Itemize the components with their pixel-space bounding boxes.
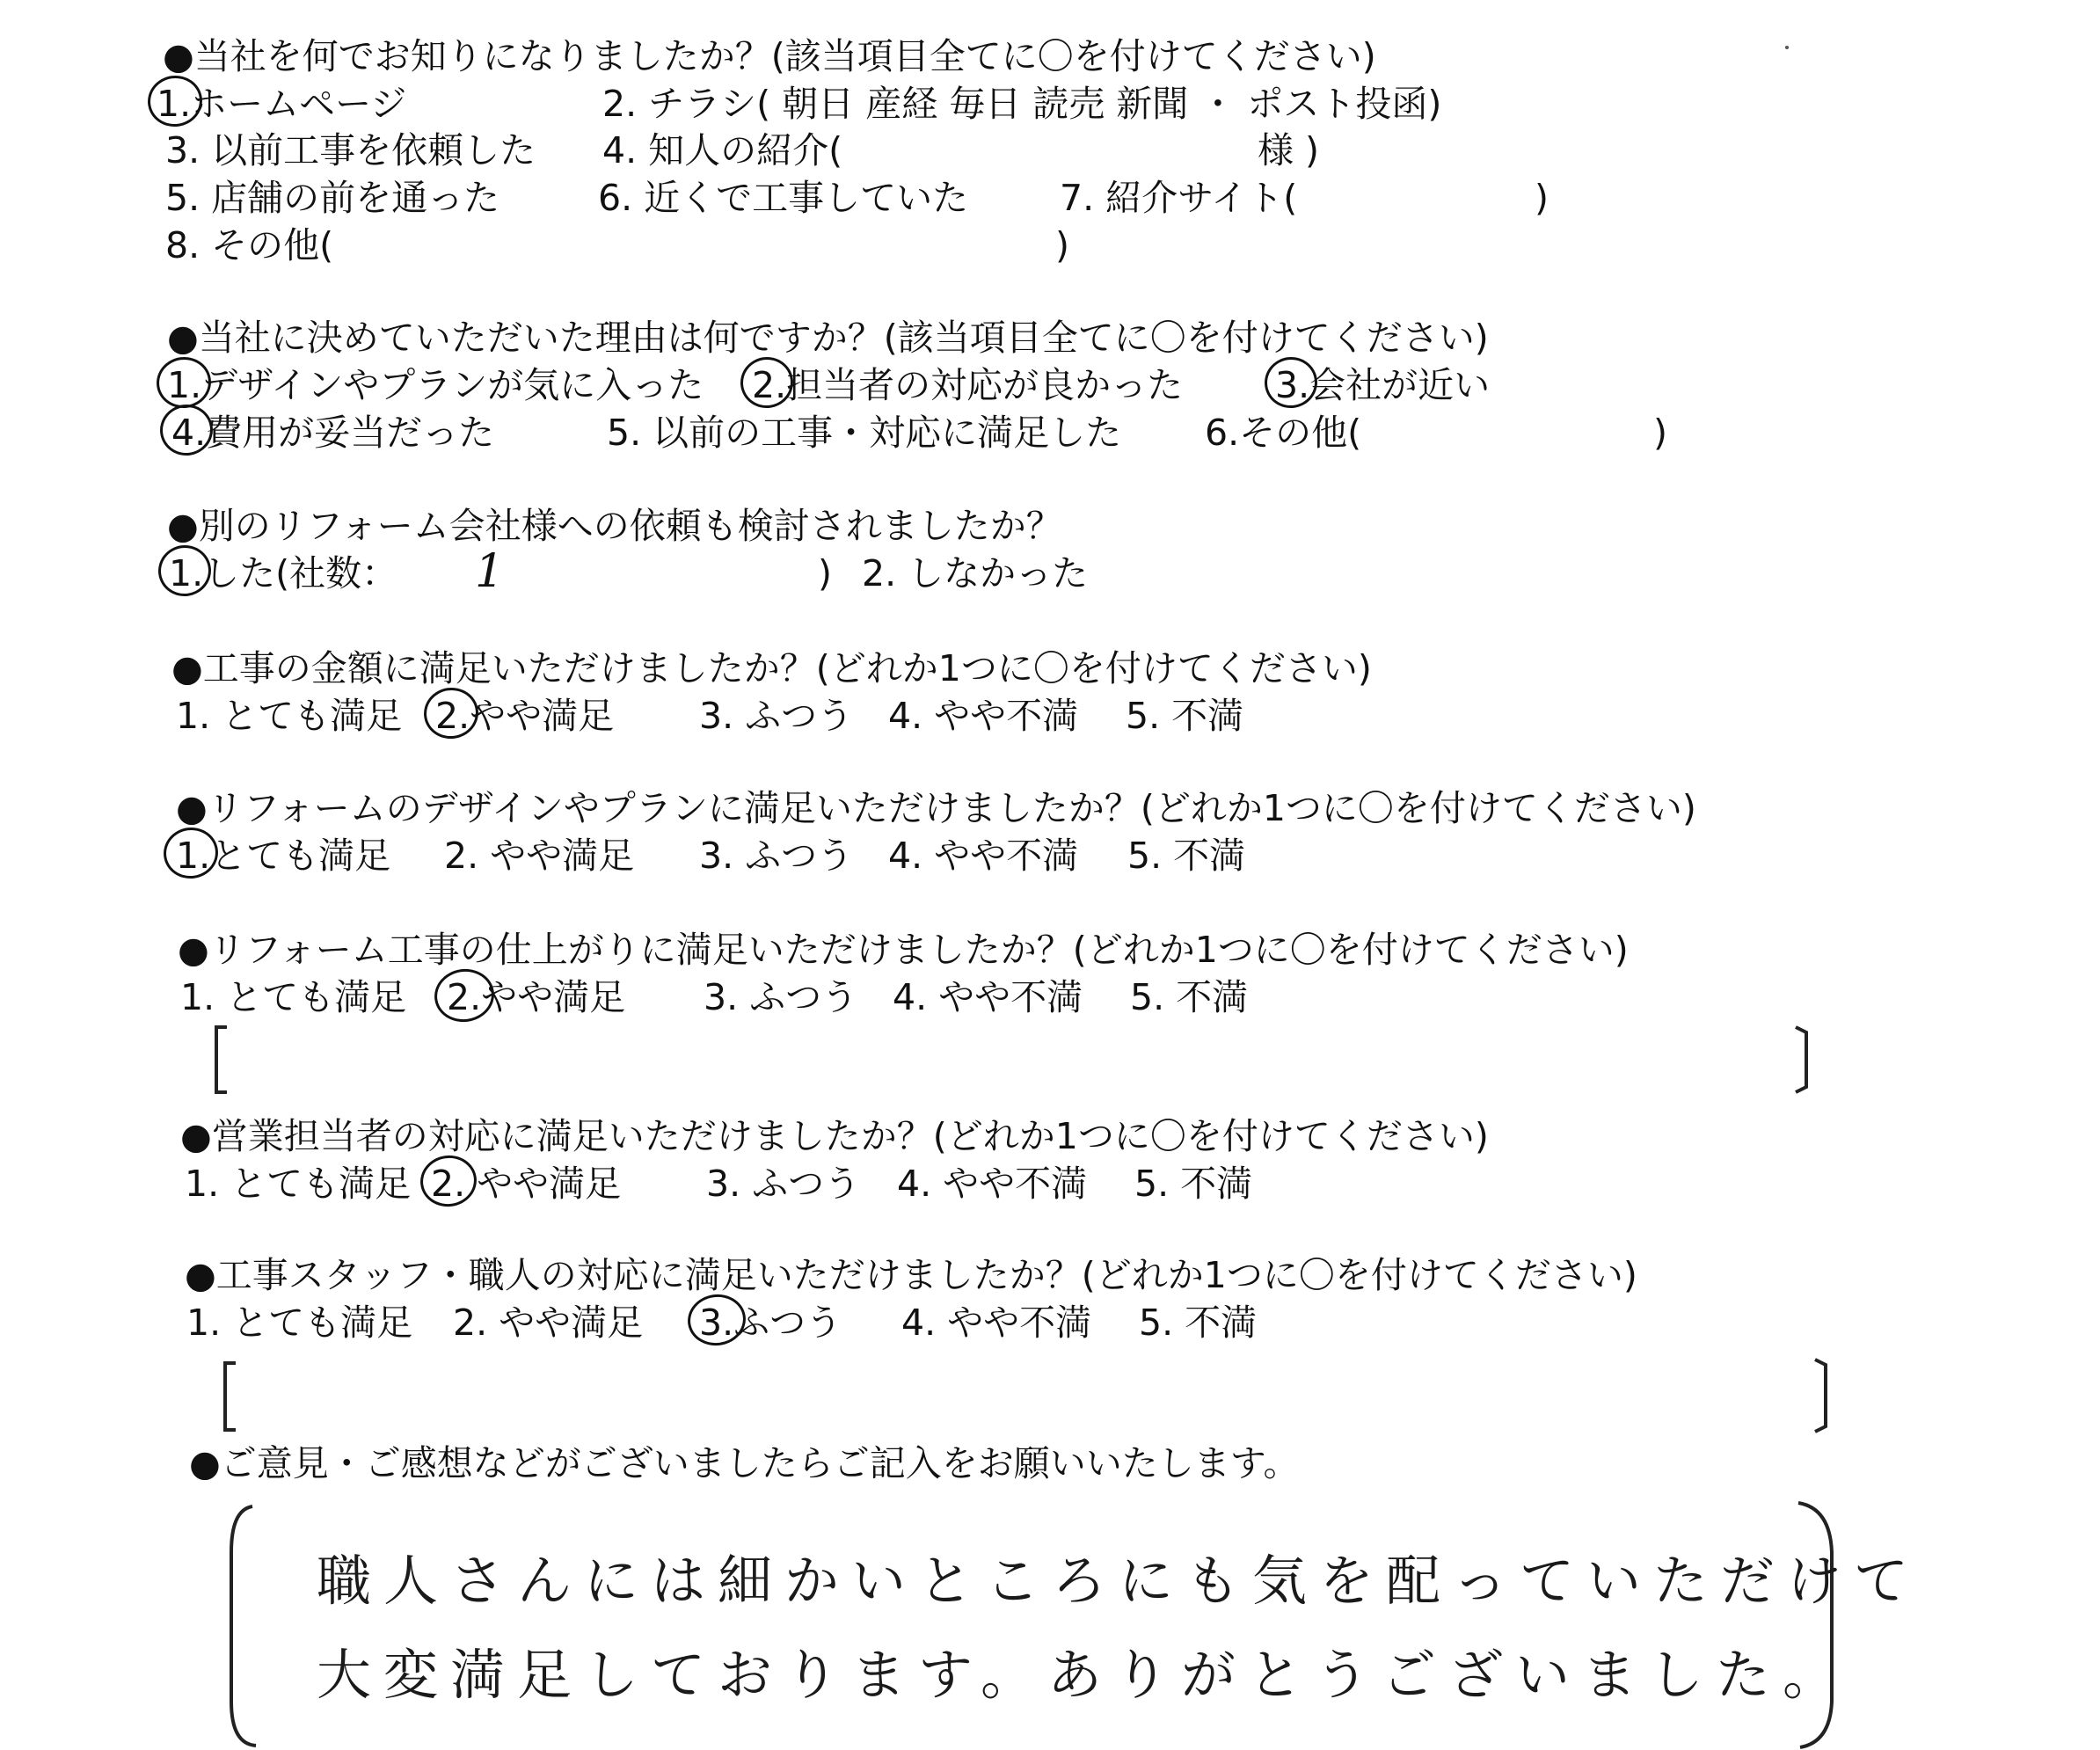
q8-opt-1: 1. とても満足 xyxy=(186,1302,413,1344)
q1-opt-8: 8. その他( xyxy=(165,224,334,266)
q8-opt-3: 3.ふつう xyxy=(699,1302,842,1344)
q5-opt-4: 4. やや不満 xyxy=(888,835,1079,877)
q1-opt-7-close: ) xyxy=(1535,177,1549,219)
q3-opt-2: 2. しなかった xyxy=(862,552,1089,594)
q4-opt-1: 1. とても満足 xyxy=(176,695,403,737)
q1-opt-1: 1.ホームページ xyxy=(157,83,407,125)
q8-opt-5: 5. 不満 xyxy=(1139,1302,1258,1344)
q1-opt-4: 4. 知人の紹介( xyxy=(602,129,843,171)
comment-bracket xyxy=(216,1354,1834,1438)
q3-opt-1: 1.した(社数： xyxy=(169,552,398,594)
q7-opt-5: 5. 不満 xyxy=(1134,1163,1253,1205)
q6-opt-2: 2.やや満足 xyxy=(447,976,626,1018)
q5-opt-2: 2. やや満足 xyxy=(444,835,635,877)
q2-opt-6-close: ) xyxy=(1653,412,1667,454)
q6-opt-3: 3. ふつう xyxy=(704,976,858,1018)
q1-opt-7: 7. 紹介サイト( xyxy=(1060,177,1298,219)
q6-opt-5: 5. 不満 xyxy=(1130,976,1249,1018)
q2-opt-3: 3.会社が近い xyxy=(1275,364,1491,406)
q2-opt-5: 5. 以前の工事・対応に満足した xyxy=(607,412,1122,454)
q8-opt-4: 4. やや不満 xyxy=(901,1302,1092,1344)
q7-opt-3: 3. ふつう xyxy=(706,1163,861,1205)
q2-opt-4: 4.費用が妥当だった xyxy=(171,412,495,454)
q4-opt-4: 4. やや不満 xyxy=(888,695,1079,737)
q6-opt-4: 4. やや不満 xyxy=(893,976,1083,1018)
q8-opt-2: 2. やや満足 xyxy=(453,1302,644,1344)
q5-opt-5: 5. 不満 xyxy=(1127,835,1246,877)
q4-title: ●工事の金額に満足いただけましたか？(どれか1つに〇を付けてください) xyxy=(171,647,1372,689)
q4-opt-2: 2.やや満足 xyxy=(435,695,615,737)
scan-speck xyxy=(1785,46,1789,49)
q1-opt-5: 5. 店舗の前を通った xyxy=(165,177,500,219)
q2-title: ●当社に決めていただいた理由は何ですか？(該当項目全てに〇を付けてください) xyxy=(167,317,1489,359)
q7-opt-4: 4. やや不満 xyxy=(897,1163,1088,1205)
q2-opt-6: 6.その他( xyxy=(1205,412,1362,454)
q2-opt-1: 1.デザインやプランが気に入った xyxy=(167,364,704,406)
q1-title: ●当社を何でお知りになりましたか？(該当項目全てに〇を付けてください) xyxy=(163,35,1376,77)
q9-title: ●ご意見・ご感想などがございましたらご記入をお願いいたします。 xyxy=(189,1442,1300,1484)
comment-bracket xyxy=(208,1020,1817,1099)
company-count-handwritten: 1 xyxy=(475,545,505,598)
q5-title: ●リフォームのデザインやプランに満足いただけましたか？(どれか1つに〇を付けてください) xyxy=(176,787,1696,829)
q1-opt-2: 2. チラシ( 朝日 産経 毎日 読売 新聞 ・ ポスト投函) xyxy=(602,83,1442,125)
comment-line-1: 職人さんには細かいところにも気を配っていただけて xyxy=(317,1549,1921,1613)
q6-title: ●リフォーム工事の仕上がりに満足いただけましたか？(どれか1つに〇を付けてください) xyxy=(178,929,1629,971)
q8-title: ●工事スタッフ・職人の対応に満足いただけましたか？(どれか1つに〇を付けてください) xyxy=(185,1254,1637,1296)
q6-opt-1: 1. とても満足 xyxy=(180,976,407,1018)
q3-title: ●別のリフォーム会社様への依頼も検討されましたか？ xyxy=(167,505,1062,547)
q7-opt-1: 1. とても満足 xyxy=(185,1163,412,1205)
q3-opt-1-close: ) xyxy=(818,552,832,594)
q1-opt-4-suffix: 様 ) xyxy=(1258,129,1320,171)
comment-line-2: 大変満足しております。ありがとうございました。 xyxy=(317,1643,1850,1707)
q1-opt-3: 3. 以前工事を依頼した xyxy=(165,129,536,171)
q5-opt-1: 1.とても満足 xyxy=(176,835,391,877)
q7-opt-2: 2. やや満足 xyxy=(431,1163,622,1205)
q1-opt-6: 6. 近くで工事していた xyxy=(598,177,969,219)
q2-opt-2: 2.担当者の対応が良かった xyxy=(752,364,1184,406)
q1-opt-8-close: ) xyxy=(1055,224,1069,266)
q4-opt-3: 3. ふつう xyxy=(699,695,854,737)
q7-title: ●営業担当者の対応に満足いただけましたか？(どれか1つに〇を付けてください) xyxy=(180,1115,1489,1157)
q4-opt-5: 5. 不満 xyxy=(1126,695,1244,737)
q5-opt-3: 3. ふつう xyxy=(699,835,854,877)
